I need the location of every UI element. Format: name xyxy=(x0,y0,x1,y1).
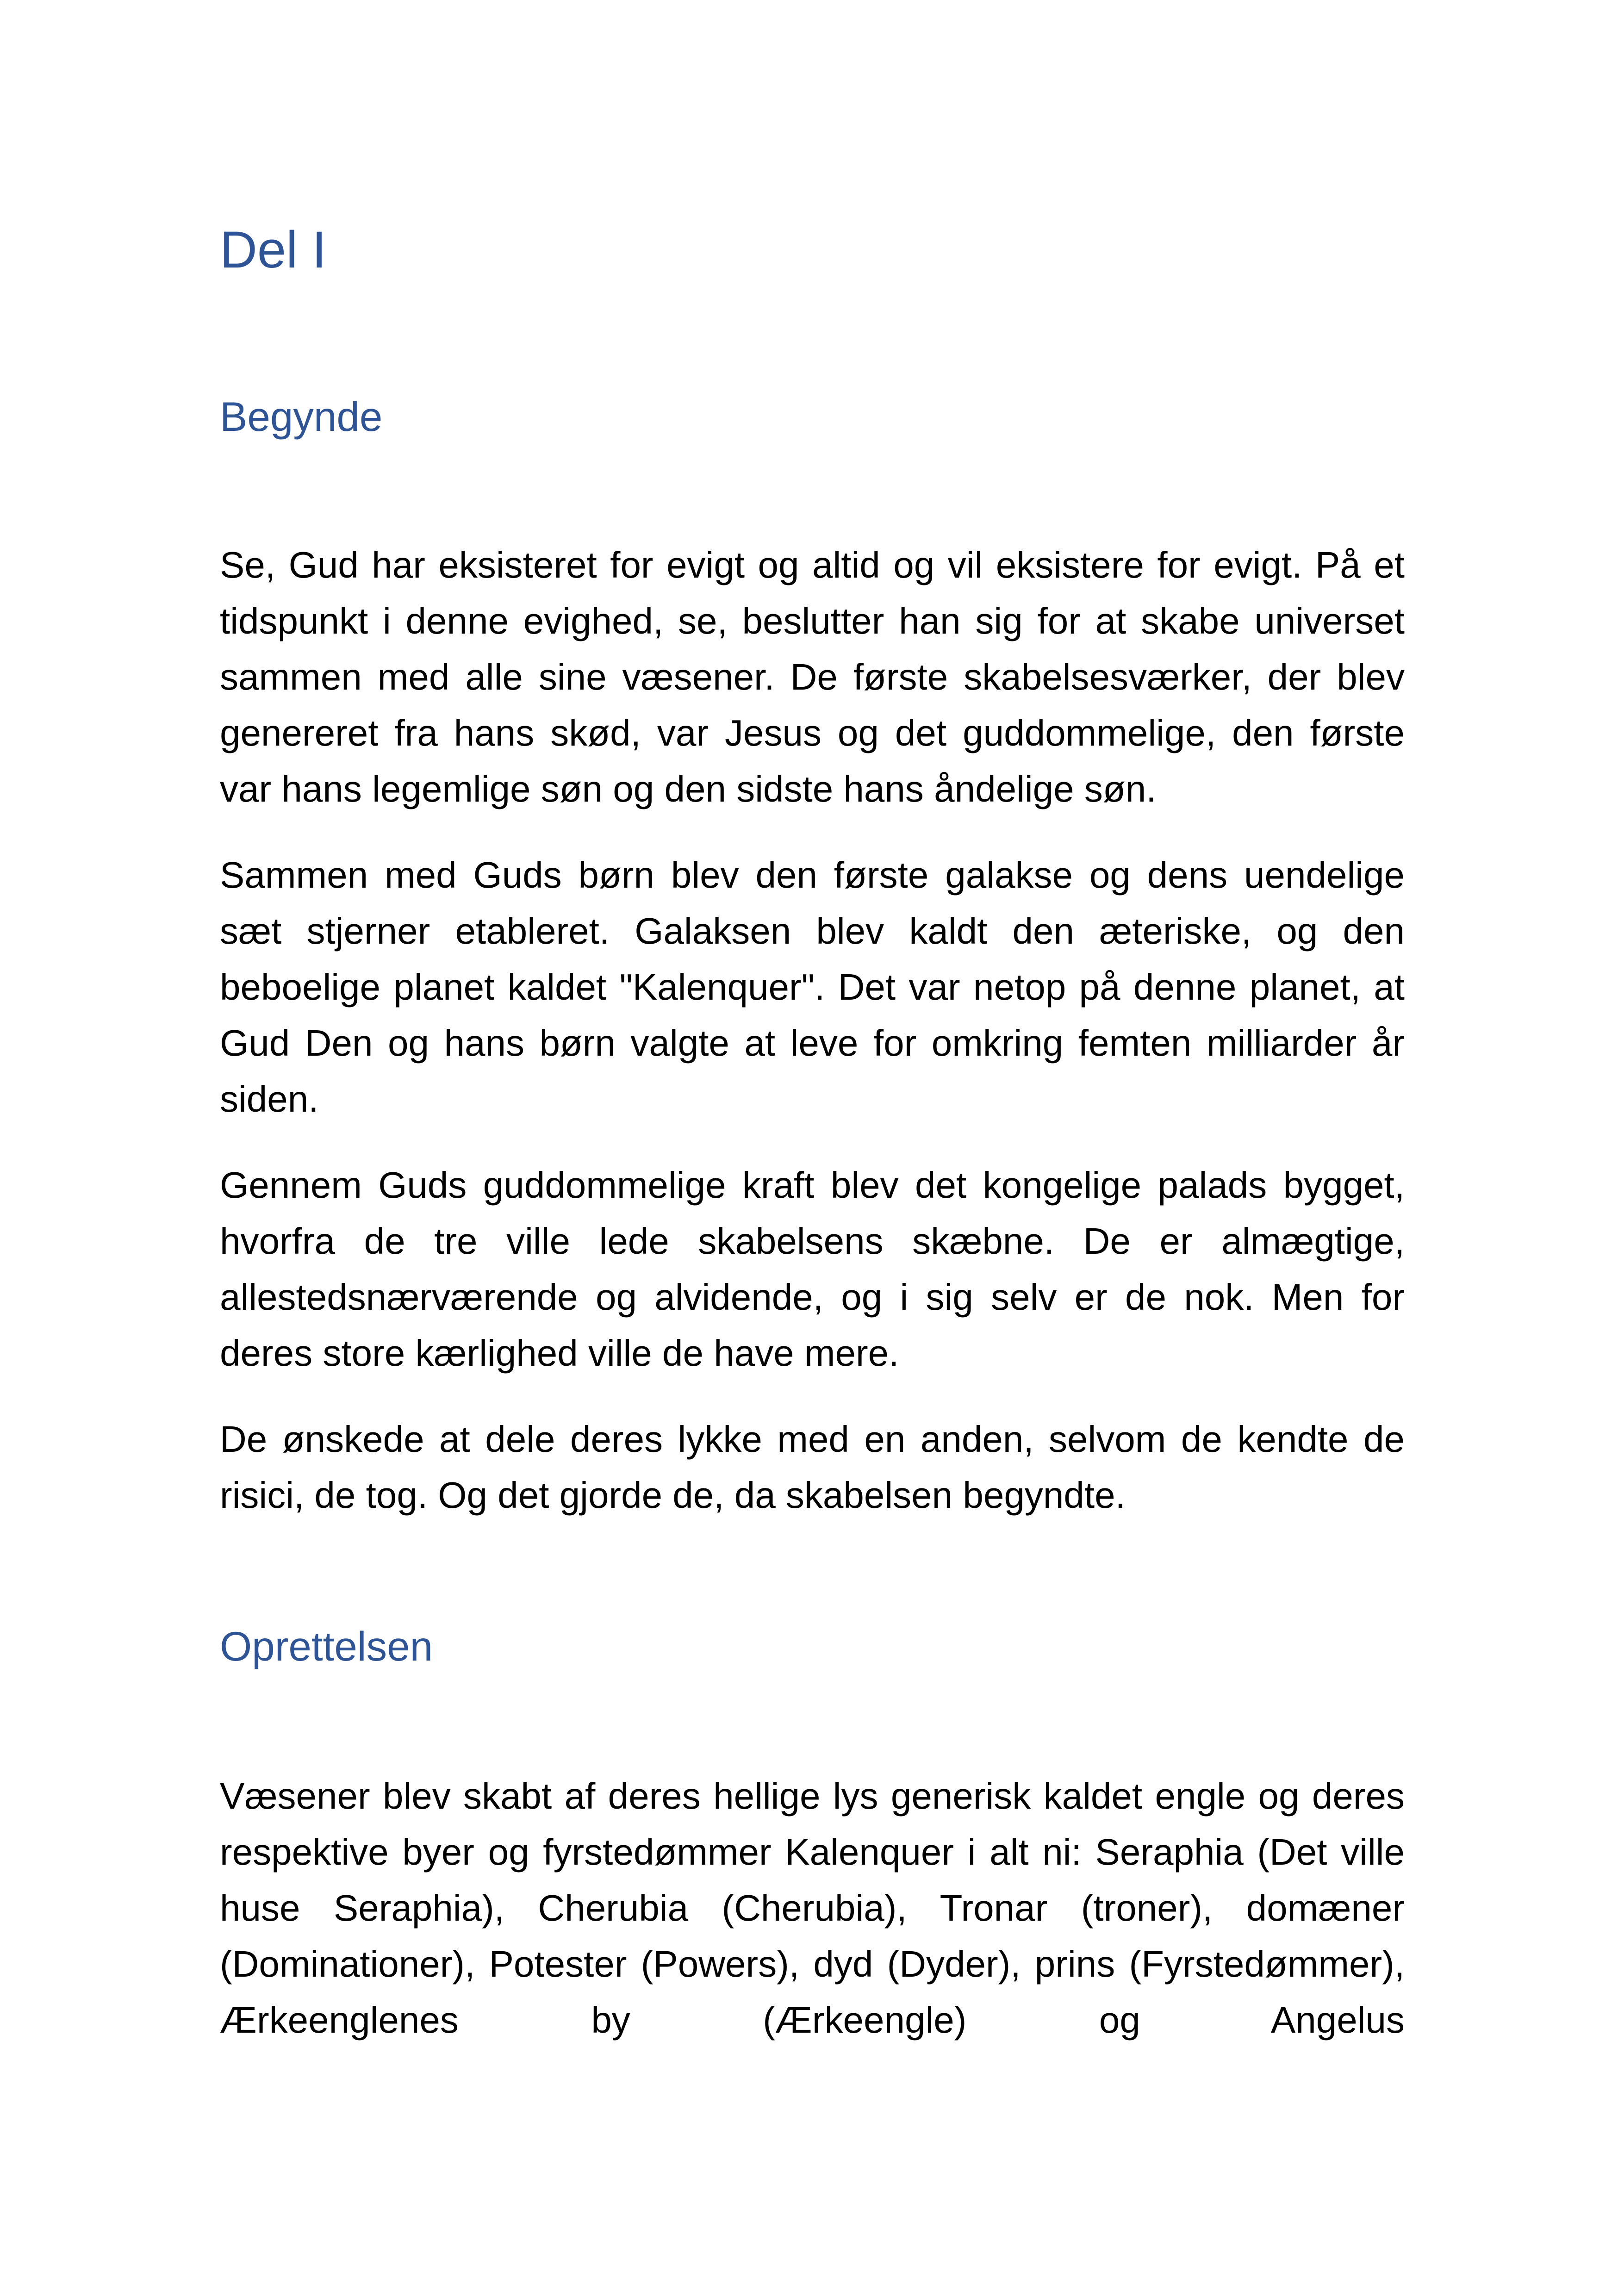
paragraph: Se, Gud har eksisteret for evigt og altid og vil eksistere for evigt. På et tidspunkt i denne evighed, se, beslutter han sig for at skabe universet sammen med alle sine væsener. De første skabelsesværker, der blev genereret fra hans skød, var Jesus og det guddommelige, den første var hans legemlige søn og den sidste hans åndelige søn. xyxy=(220,544,1405,809)
paragraph: Gennem Guds guddommelige kraft blev det kongelige palads bygget, hvorfra de tre ville lede skabelsens skæbne. De er almægtige, allestedsnærværende og alvidende, og i sig selv er de nok. Men for deres store kærlighed ville de have mere. xyxy=(220,1164,1405,1374)
paragraph: Sammen med Guds børn blev den første galakse og dens uendelige sæt stjerner etableret. Galaksen blev kaldt den æteriske, og den beboelige planet kaldet "Kalenquer". Det var netop på denne planet, at Gud Den og hans børn valgte at leve for omkring femten milliarder år siden. xyxy=(220,854,1405,1120)
document-page xyxy=(220,0,1405,2296)
paragraph: Væsener blev skabt af deres hellige lys generisk kaldet engle og deres respektive byer og fyrstedømmer Kalenquer i alt ni: Seraphia (Det ville huse Seraphia), Cherubia (Cherubia), Tronar (troner), domæner (Dominationer), Potester (Powers), dyd (Dyder), prins (Fyrstedømmer), Ærkeenglenes by (Ærkeengle) og Angelus xyxy=(220,1775,1405,2041)
section-heading-oprettelsen: Oprettelsen xyxy=(220,1623,433,1669)
section-body-begynde xyxy=(220,537,1405,1553)
section-body-oprettelsen xyxy=(220,1768,1405,2078)
section-heading-begynde: Begynde xyxy=(220,393,383,440)
paragraph: De ønskede at dele deres lykke med en anden, selvom de kendte de risici, de tog. Og det gjorde de, da skabelsen begyndte. xyxy=(220,1419,1405,1516)
part-title: Del I xyxy=(220,221,327,279)
